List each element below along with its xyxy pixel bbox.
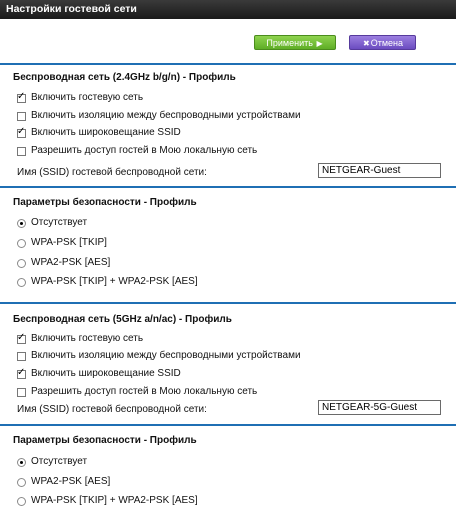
wireless-24-title: Беспроводная сеть (2.4GHz b/g/n) - Профиль (13, 72, 236, 83)
wireless-24-enable-guest[interactable] (17, 92, 143, 104)
divider (0, 302, 456, 304)
option-label: Отсутствует (31, 456, 88, 467)
option-label: Отсутствует (31, 217, 88, 228)
wireless-5-isolation[interactable] (17, 350, 301, 362)
radio[interactable] (17, 219, 26, 228)
wireless-24-isolation[interactable] (17, 110, 301, 122)
option-label: Разрешить доступ гостей в Мою локальную сеть (31, 386, 258, 397)
option-label: Включить изоляцию между беспроводными устройствами (31, 110, 301, 121)
option-label: WPA2-PSK [AES] (31, 476, 111, 487)
option-label: Разрешить доступ гостей в Мою локальную сеть (31, 145, 258, 156)
apply-label: Применить (266, 38, 313, 48)
radio[interactable] (17, 239, 26, 248)
option-label: WPA-PSK [TKIP] + WPA2-PSK [AES] (31, 276, 198, 287)
security-5-none[interactable] (17, 456, 87, 468)
cancel-label: Отмена (370, 38, 403, 48)
ssid-label: Имя (SSID) гостевой беспроводной сети: (17, 404, 207, 415)
security-24-none[interactable] (17, 217, 87, 229)
apply-button[interactable] (254, 35, 336, 50)
security-24-wpa2-aes[interactable] (17, 257, 110, 269)
option-label: Включить широковещание SSID (31, 368, 181, 379)
radio[interactable] (17, 458, 26, 467)
ssid-24-input[interactable] (318, 163, 441, 178)
wireless-24-broadcast-ssid[interactable] (17, 127, 181, 139)
wireless-5-allow-lan[interactable] (17, 386, 257, 398)
security-24-title: Параметры безопасности - Профиль (13, 197, 197, 208)
checkbox[interactable] (17, 94, 26, 103)
checkbox[interactable] (17, 129, 26, 138)
wireless-5-broadcast-ssid[interactable] (17, 368, 181, 380)
cancel-button[interactable] (349, 35, 416, 50)
checkbox[interactable] (17, 335, 26, 344)
radio[interactable] (17, 497, 26, 506)
arrow-right-icon: ▶ (316, 39, 323, 48)
wireless-24-allow-lan[interactable] (17, 145, 257, 157)
wireless-5-title: Беспроводная сеть (5GHz a/n/ac) - Профиль (13, 314, 232, 325)
option-label: WPA-PSK [TKIP] + WPA2-PSK [AES] (31, 495, 198, 506)
radio[interactable] (17, 278, 26, 287)
security-5-wpa2-aes[interactable] (17, 476, 110, 488)
option-label: Включить гостевую сеть (31, 333, 144, 344)
security-24-wpa-tkip[interactable] (17, 237, 107, 249)
radio[interactable] (17, 478, 26, 487)
security-5-title: Параметры безопасности - Профиль (13, 435, 197, 446)
ssid-label: Имя (SSID) гостевой беспроводной сети: (17, 167, 207, 178)
checkbox[interactable] (17, 112, 26, 121)
close-icon: ✖ (363, 39, 370, 48)
checkbox[interactable] (17, 388, 26, 397)
option-label: WPA2-PSK [AES] (31, 257, 111, 268)
divider (0, 186, 456, 188)
page-title: Настройки гостевой сети (0, 0, 456, 19)
divider (0, 63, 456, 65)
option-label: Включить изоляцию между беспроводными устройствами (31, 350, 301, 361)
option-label: WPA-PSK [TKIP] (31, 237, 107, 248)
option-label: Включить широковещание SSID (31, 127, 181, 138)
ssid-5-input[interactable] (318, 400, 441, 415)
radio[interactable] (17, 259, 26, 268)
checkbox[interactable] (17, 147, 26, 156)
option-label: Включить гостевую сеть (31, 92, 144, 103)
checkbox[interactable] (17, 370, 26, 379)
checkbox[interactable] (17, 352, 26, 361)
security-5-wpa-mixed[interactable] (17, 495, 198, 507)
security-24-wpa-mixed[interactable] (17, 276, 198, 288)
wireless-5-enable-guest[interactable] (17, 333, 143, 345)
divider (0, 424, 456, 426)
